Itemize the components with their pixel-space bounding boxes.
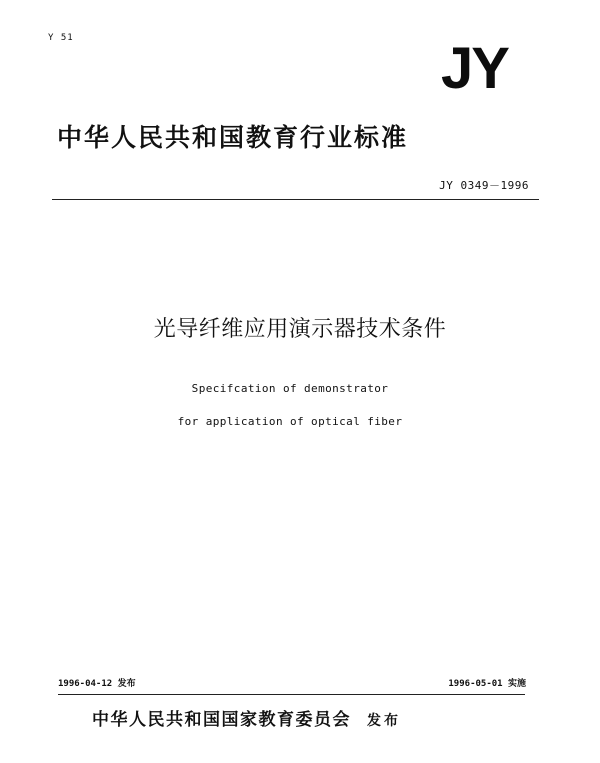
top-divider: [52, 199, 539, 200]
standard-number: JY 0349－1996: [439, 179, 529, 192]
issue-date: 1996-04-12 发布: [58, 679, 136, 689]
publisher-suffix: 发布: [367, 713, 401, 729]
implementation-date: 1996-05-01 实施: [448, 679, 526, 689]
classification-code: Y 51: [48, 33, 74, 43]
document-title-en-line-2: for application of optical fiber: [177, 415, 403, 428]
document-title-en-line-1: Specifcation of demonstrator: [191, 382, 389, 395]
bottom-divider: [58, 694, 525, 695]
jy-logo: JY: [441, 36, 508, 101]
document-title-zh: 光导纤维应用演示器技术条件: [153, 317, 447, 342]
publisher-line: [92, 709, 401, 732]
org-standard-title: 中华人民共和国教育行业标准: [57, 123, 409, 152]
publisher-name: 中华人民共和国国家教育委员会: [92, 710, 351, 730]
